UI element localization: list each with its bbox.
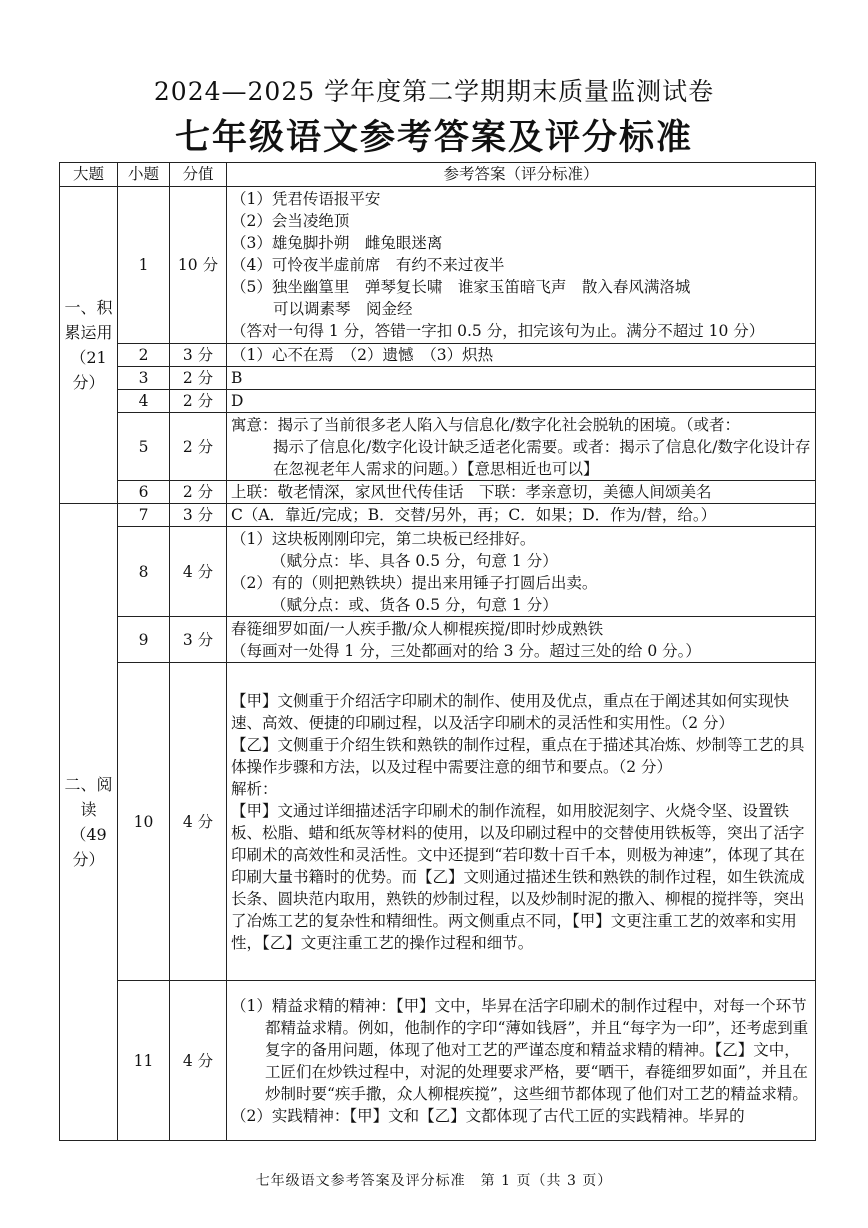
page-footer: 七年级语文参考答案及评分标准 第 1 页（共 3 页） <box>255 1173 613 1189</box>
question-score: 4 分 <box>170 981 227 1141</box>
answer-cell: （1）心不在焉 （2）遗憾 （3）炽热 <box>227 344 816 367</box>
question-score: 4 分 <box>170 527 227 617</box>
answer-paragraph: 【乙】文侧重于介绍生铁和熟铁的制作过程，重点在于描述其冶炼、炒制等工艺的具体操作步骤和方法，以及过程中需要注意的细节和要点。（2 分） <box>231 735 805 776</box>
question-number: 4 <box>118 390 170 413</box>
answer-line: 可以调素琴 阅金经 <box>273 300 413 318</box>
table-row <box>60 481 816 504</box>
answer-cell <box>227 187 816 344</box>
answer-cell: C（A．靠近/完成；B．交替/另外，再；C．如果；D．作为/替，给。） <box>227 504 816 527</box>
table-row <box>60 981 816 1141</box>
answer-cell <box>227 617 816 663</box>
col-header-score: 分值 <box>170 163 227 187</box>
question-score: 4 分 <box>170 663 227 981</box>
col-header-question: 小题 <box>118 163 170 187</box>
answer-line: （3）雄兔脚扑朔 雌兔眼迷离 <box>231 234 443 252</box>
answer-cell <box>227 981 816 1141</box>
question-number: 10 <box>118 663 170 981</box>
question-score: 3 分 <box>170 344 227 367</box>
analysis-label: 解析： <box>231 779 278 798</box>
table-row <box>60 187 816 344</box>
question-number: 11 <box>118 981 170 1141</box>
answer-line: （1）这块板刚刚印完，第二块板已经排好。 <box>231 529 536 548</box>
answer-cell <box>227 663 816 981</box>
question-score: 10 分 <box>170 187 227 344</box>
section-label: 一、积累运用（21分） <box>60 187 118 504</box>
question-score: 2 分 <box>170 390 227 413</box>
question-score: 2 分 <box>170 367 227 390</box>
question-score: 3 分 <box>170 504 227 527</box>
answer-cell <box>227 527 816 617</box>
answer-line: （5）独坐幽篁里 弹琴复长啸 谁家玉笛暗飞声 散入春风满洛城 <box>231 278 691 296</box>
question-number: 5 <box>118 413 170 481</box>
answer-line: 揭示了信息化/数字化设计缺乏适老化需要。或者：揭示了信息化/数字化设计存在忽视老年人需求的问题。）【意思相近也可以】 <box>273 437 811 478</box>
scoring-note: （赋分点：毕、具各 0.5 分，句意 1 分） <box>271 551 558 570</box>
table-row <box>60 504 816 527</box>
answer-cell <box>227 413 816 481</box>
scoring-note: （赋分点：或、货各 0.5 分，句意 1 分） <box>271 595 558 614</box>
question-number: 2 <box>118 344 170 367</box>
answer-paragraph: （2）实践精神：【甲】文和【乙】文都体现了古代工匠的实践精神。毕昇的 <box>231 1106 745 1125</box>
answer-line: （1）凭君传语报平安 <box>231 190 381 208</box>
answer-key-title: 七年级语文参考答案及评分标准 <box>174 118 693 158</box>
answer-paragraph: （1）精益求精的精神：【甲】文中，毕昇在活字印刷术的制作过程中，对每一个环节都精益求精。例如，他制作的字印“薄如钱唇”，并且“每字为一印”，还考虑到重复字的备用问题，体现了他对工艺的严谨态度和精益求精的精神。【乙】文中，工匠们在炒铁过程中，对泥的处理要求严格，要“晒干，春簁细罗如面”，并且在炒制时要“疾手撒，众人柳棍疾搅”，这些细节都体现了他们对工艺的精益求精。 <box>231 996 809 1103</box>
answer-paragraph: 【甲】文侧重于介绍活字印刷术的制作、使用及优点，重点在于阐述其如何实现快速、高效、便捷的印刷过程，以及活字印刷术的灵活性和实用性。（2 分） <box>231 691 790 732</box>
table-row <box>60 617 816 663</box>
question-score: 3 分 <box>170 617 227 663</box>
table-row <box>60 390 816 413</box>
analysis-paragraph: 【甲】文通过详细描述活字印刷术的制作流程，如用胶泥刻字、火烧令坚、设置铁板、松脂、蜡和纸灰等材料的使用，以及印刷过程中的交替使用铁板等，突出了活字印刷术的高效性和灵活性。文中还提到“若印数十百千本，则极为神速”，体现了其在印刷大量书籍时的优势。而【乙】文则通过描述生铁和熟铁的制作过程，如生铁流成长条、圆块范内取用，熟铁的炒制过程，以及炒制时泥的撒入、柳棍的搅拌等，突出了冶炼工艺的复杂性和精细性。两文侧重点不同，【甲】文更注重工艺的效率和实用性，【乙】文更注重工艺的操作过程和细节。 <box>231 801 805 952</box>
table-row <box>60 413 816 481</box>
answer-line: （2）有的（则把熟铁块）提出来用锤子打圆后出卖。 <box>231 573 598 592</box>
answer-cell: 上联：敬老情深，家风世代传佳话 下联：孝亲意切，美德人间颂美名 <box>227 481 816 504</box>
question-number: 7 <box>118 504 170 527</box>
question-score: 2 分 <box>170 481 227 504</box>
table-row <box>60 367 816 390</box>
question-number: 9 <box>118 617 170 663</box>
question-score: 2 分 <box>170 413 227 481</box>
scoring-note: （每画对一处得 1 分，三处都画对的给 3 分。超过三处的给 0 分。） <box>231 641 701 660</box>
answer-line: （4）可怜夜半虚前席 有约不来过夜半 <box>231 256 505 274</box>
col-header-section: 大题 <box>60 163 118 187</box>
table-row <box>60 663 816 981</box>
answer-line: （2）会当凌绝顶 <box>231 212 350 230</box>
answer-cell: B <box>227 367 816 390</box>
answer-line: 春簁细罗如面/一人疾手撒/众人柳棍疾搅/即时炒成熟铁 <box>231 619 604 638</box>
question-number: 8 <box>118 527 170 617</box>
section-label: 二、阅读（49分） <box>60 504 118 1141</box>
question-number: 6 <box>118 481 170 504</box>
exam-title: 2024—2025 学年度第二学期期末质量监测试卷 <box>153 77 715 106</box>
question-number: 3 <box>118 367 170 390</box>
table-row <box>60 344 816 367</box>
question-number: 1 <box>118 187 170 344</box>
answer-cell: D <box>227 390 816 413</box>
answer-table <box>59 162 816 1141</box>
scoring-note: （答对一句得 1 分，答错一字扣 0.5 分，扣完该句为止。满分不超过 10 分） <box>231 322 765 340</box>
answer-line: 寓意：揭示了当前很多老人陷入与信息化/数字化社会脱轨的困境。（或者： <box>231 415 740 434</box>
table-header-row <box>60 163 816 187</box>
col-header-answer: 参考答案（评分标准） <box>227 163 816 187</box>
table-row <box>60 527 816 617</box>
